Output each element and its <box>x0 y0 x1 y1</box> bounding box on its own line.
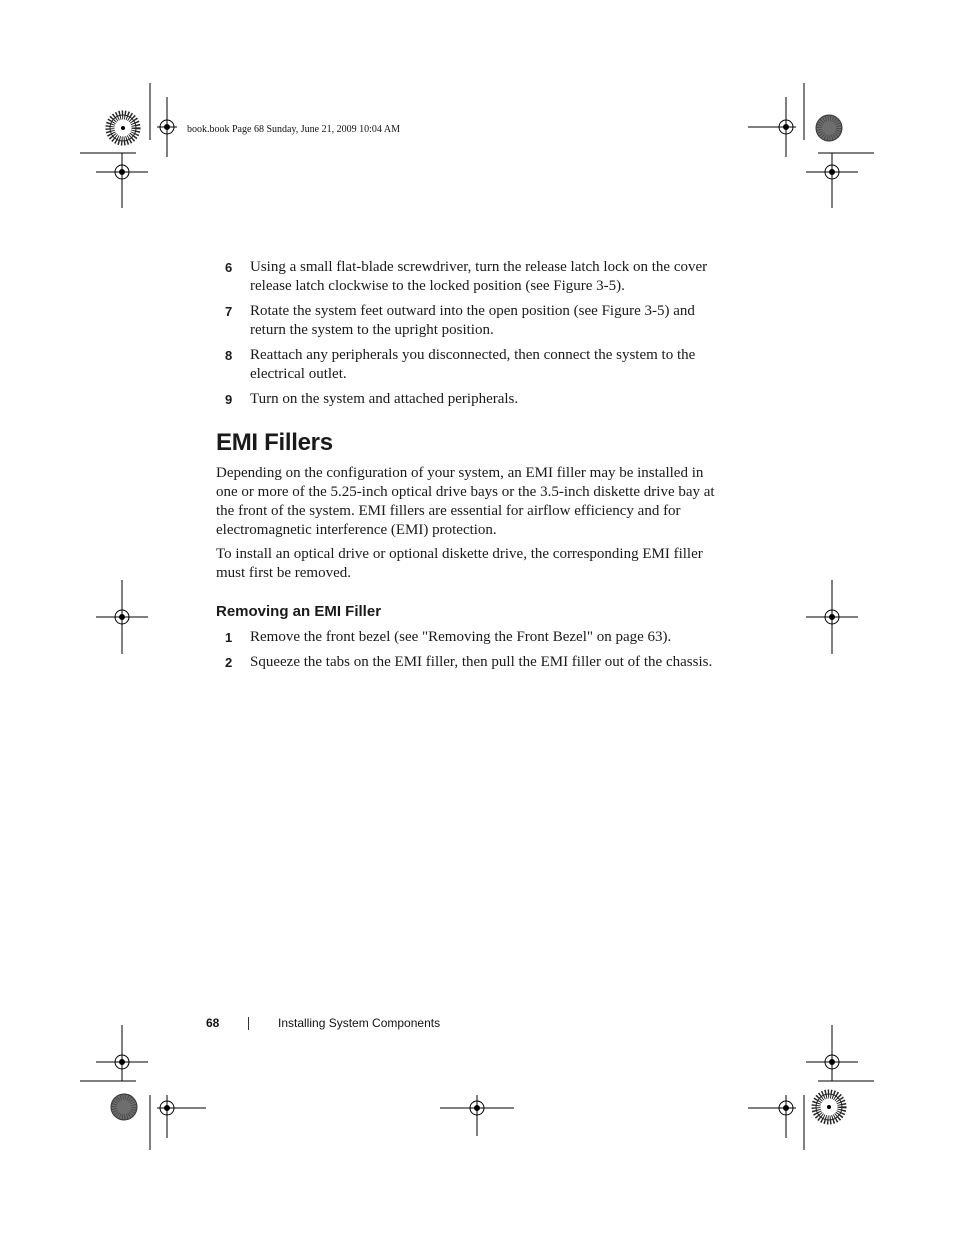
print-slug: book.book Page 68 Sunday, June 21, 2009 10:04 AM <box>187 124 400 135</box>
step-text: Rotate the system feet outward into the open position (see Figure 3-5) and return the system to the upright position. <box>250 303 695 338</box>
registration-mark-icon <box>806 610 858 624</box>
registration-mark-icon <box>96 162 148 182</box>
procedure-steps-removal <box>216 628 716 672</box>
step-item <box>216 258 716 296</box>
chapter-title: Installing System Components <box>278 1016 441 1030</box>
procedure-steps-top <box>216 258 716 409</box>
step-item <box>216 628 716 647</box>
registration-mark-icon <box>96 1052 148 1072</box>
body-paragraph: Depending on the configuration of your system, an EMI filler may be installed in one or more of the 5.25-inch optical drive bays or the 3.5-inch diskette drive bay at the front of the system. EMI fillers are essential for airflow efficiency and for electromagnetic interference (EMI) protection. <box>216 465 715 538</box>
step-number: 8 <box>225 348 233 363</box>
registration-mark-icon <box>157 1095 206 1138</box>
step-item <box>216 653 716 672</box>
registration-mark-icon <box>748 1095 796 1138</box>
step-number: 6 <box>225 260 233 275</box>
subsection-heading: Removing an EMI Filler <box>216 603 382 620</box>
gray-dot-target-icon <box>111 1094 137 1120</box>
registration-mark-icon <box>440 1101 514 1115</box>
color-star-target-icon <box>816 1094 842 1120</box>
step-number: 9 <box>225 392 233 407</box>
registration-mark-icon <box>96 610 148 624</box>
step-number: 7 <box>225 304 233 319</box>
step-item <box>216 346 716 384</box>
footer-divider <box>248 1017 249 1030</box>
step-text: Squeeze the tabs on the EMI filler, then pull the EMI filler out of the chassis. <box>250 654 713 670</box>
page-content <box>216 258 716 678</box>
section-heading: EMI Fillers <box>216 429 333 456</box>
registration-mark-icon <box>806 1052 858 1072</box>
step-text: Reattach any peripherals you disconnected, then connect the system to the electrical outlet. <box>250 347 696 382</box>
color-star-target-icon <box>110 115 136 141</box>
step-text: Turn on the system and attached peripherals. <box>250 391 519 407</box>
step-item <box>216 390 716 409</box>
step-item <box>216 302 716 340</box>
step-text: Using a small flat-blade screwdriver, turn the release latch lock on the cover release latch clockwise to the locked position (see Figure 3-5). <box>250 259 708 294</box>
registration-mark-icon <box>748 97 796 157</box>
body-paragraph: To install an optical drive or optional diskette drive, the corresponding EMI filler must first be removed. <box>216 546 703 581</box>
step-number: 2 <box>225 655 233 670</box>
gray-dot-target-icon <box>816 115 842 141</box>
step-text: Remove the front bezel (see "Removing the Front Bezel" on page 63). <box>250 629 672 645</box>
registration-mark-icon <box>157 97 177 157</box>
registration-mark-icon <box>806 162 858 182</box>
step-number: 1 <box>225 630 233 645</box>
page-number: 68 <box>206 1016 220 1030</box>
